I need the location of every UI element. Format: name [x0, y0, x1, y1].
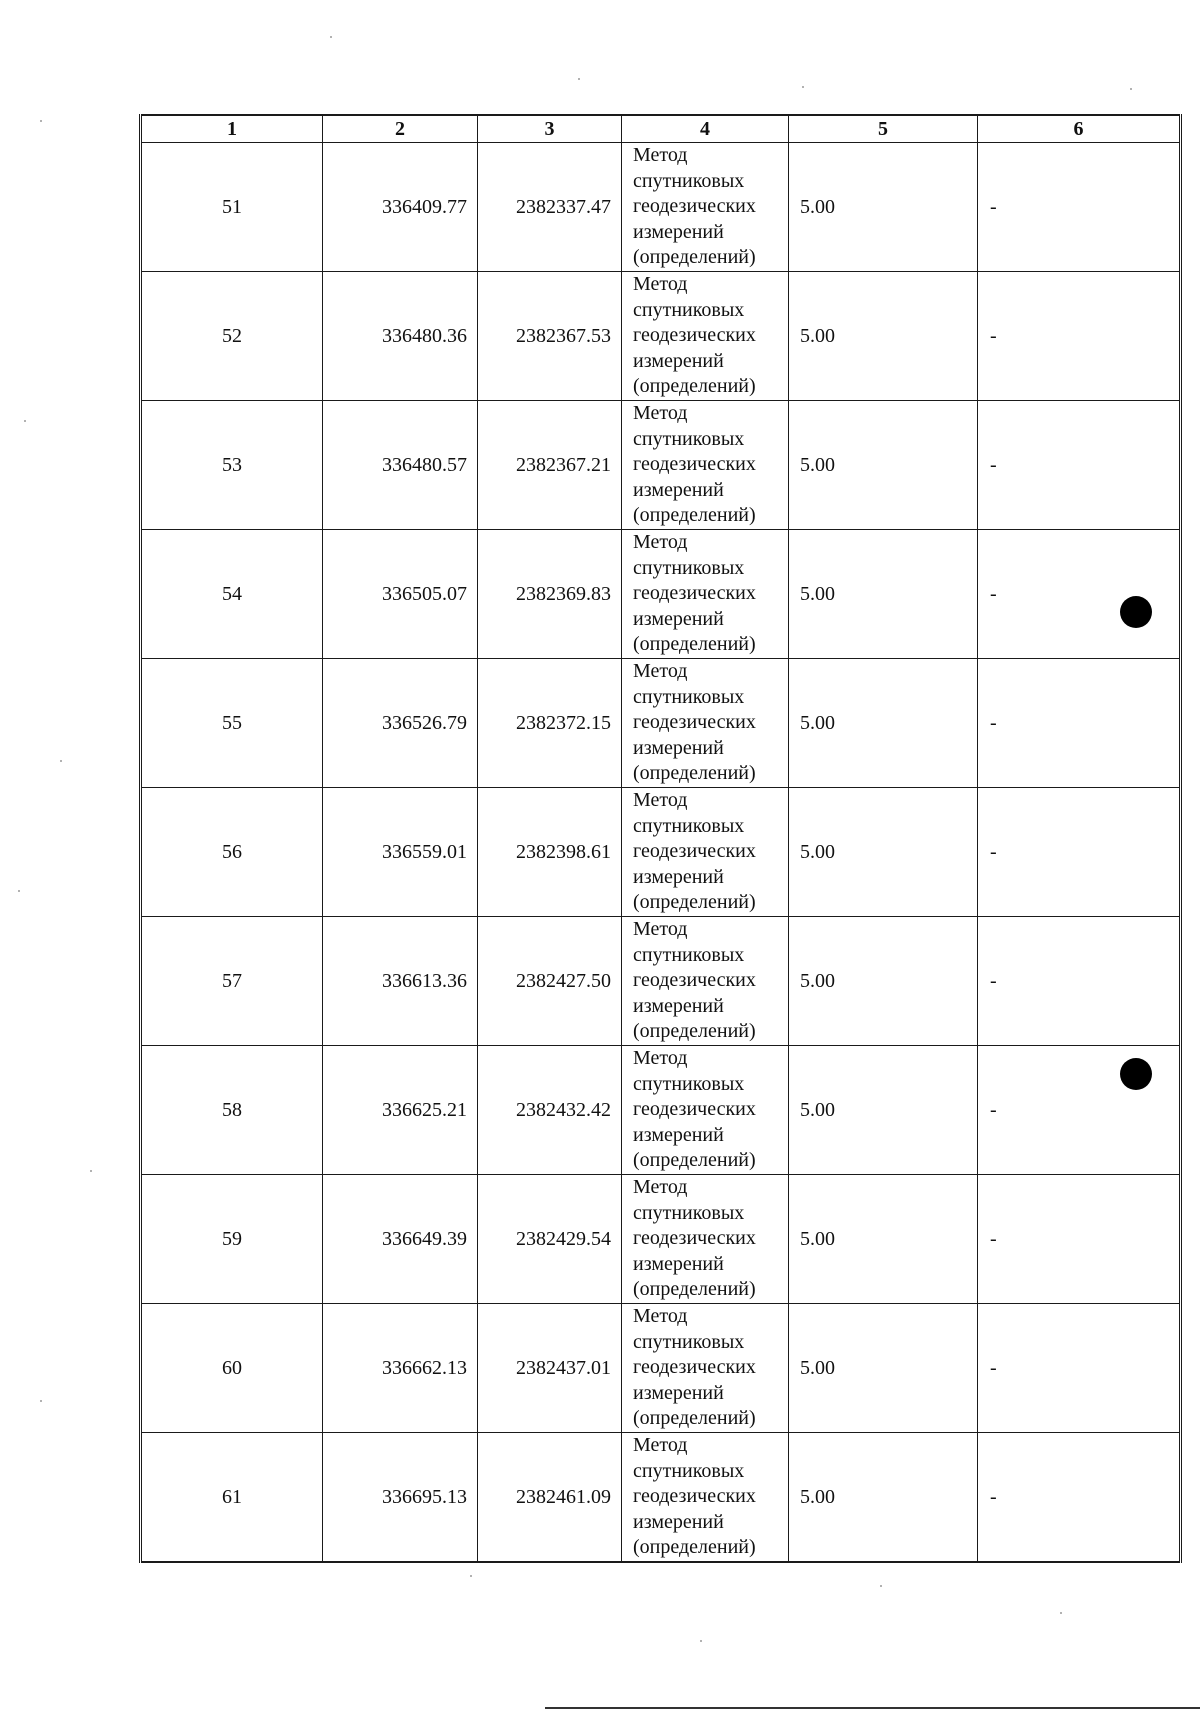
point-number-cell: 53	[141, 401, 323, 530]
x-coordinate-cell: 336695.13	[323, 1433, 478, 1563]
method-text: Метод спутниковых геодезических измерений (определений)	[633, 531, 756, 656]
accuracy-cell: 5.00	[789, 1175, 978, 1304]
scan-speck	[40, 1400, 42, 1402]
method-cell	[622, 1304, 789, 1433]
table-row	[141, 1046, 1181, 1175]
description-cell: -	[978, 659, 1181, 788]
point-number-cell: 56	[141, 788, 323, 917]
scan-speck	[40, 120, 42, 122]
method-text: Метод спутниковых геодезических измерений (определений)	[633, 273, 756, 398]
accuracy-cell: 5.00	[789, 143, 978, 272]
method-text: Метод спутниковых геодезических измерений (определений)	[633, 1305, 756, 1430]
point-number-cell: 57	[141, 917, 323, 1046]
accuracy-cell: 5.00	[789, 659, 978, 788]
point-number-cell: 59	[141, 1175, 323, 1304]
scan-speck	[880, 1585, 882, 1587]
y-coordinate-cell: 2382337.47	[478, 143, 622, 272]
method-cell	[622, 272, 789, 401]
method-cell	[622, 1175, 789, 1304]
scan-speck	[802, 86, 804, 88]
accuracy-cell: 5.00	[789, 917, 978, 1046]
method-cell	[622, 659, 789, 788]
method-text: Метод спутниковых геодезических измерений (определений)	[633, 1047, 756, 1172]
y-coordinate-cell: 2382372.15	[478, 659, 622, 788]
method-cell	[622, 1433, 789, 1563]
scan-edge-line	[545, 1707, 1200, 1709]
y-coordinate-cell: 2382369.83	[478, 530, 622, 659]
method-cell	[622, 530, 789, 659]
accuracy-cell: 5.00	[789, 1046, 978, 1175]
y-coordinate-cell: 2382367.53	[478, 272, 622, 401]
table-row	[141, 272, 1181, 401]
table-row	[141, 788, 1181, 917]
method-cell	[622, 917, 789, 1046]
accuracy-cell: 5.00	[789, 788, 978, 917]
y-coordinate-cell: 2382437.01	[478, 1304, 622, 1433]
table-row	[141, 530, 1181, 659]
header-col-2: 2	[323, 115, 478, 143]
description-cell: -	[978, 917, 1181, 1046]
y-coordinate-cell: 2382461.09	[478, 1433, 622, 1563]
punch-hole-mark	[1120, 596, 1152, 628]
x-coordinate-cell: 336409.77	[323, 143, 478, 272]
x-coordinate-cell: 336662.13	[323, 1304, 478, 1433]
y-coordinate-cell: 2382429.54	[478, 1175, 622, 1304]
table-row	[141, 659, 1181, 788]
header-col-3: 3	[478, 115, 622, 143]
table-row	[141, 1304, 1181, 1433]
description-cell: -	[978, 1433, 1181, 1563]
method-text: Метод спутниковых геодезических измерений (определений)	[633, 660, 756, 785]
method-cell	[622, 143, 789, 272]
scan-speck	[60, 760, 62, 762]
scan-speck	[700, 1640, 702, 1642]
scan-speck	[90, 1170, 92, 1172]
scan-speck	[330, 36, 332, 38]
y-coordinate-cell: 2382427.50	[478, 917, 622, 1046]
description-cell: -	[978, 1175, 1181, 1304]
description-cell: -	[978, 788, 1181, 917]
description-cell: -	[978, 401, 1181, 530]
scan-speck	[1060, 1612, 1062, 1614]
scan-speck	[578, 78, 580, 80]
table-row	[141, 143, 1181, 272]
scan-speck	[1130, 88, 1132, 90]
x-coordinate-cell: 336480.57	[323, 401, 478, 530]
description-cell: -	[978, 272, 1181, 401]
method-cell	[622, 401, 789, 530]
description-cell: -	[978, 530, 1181, 659]
x-coordinate-cell: 336526.79	[323, 659, 478, 788]
header-col-4: 4	[622, 115, 789, 143]
accuracy-cell: 5.00	[789, 530, 978, 659]
description-cell: -	[978, 1304, 1181, 1433]
method-cell	[622, 1046, 789, 1175]
y-coordinate-cell: 2382432.42	[478, 1046, 622, 1175]
method-text: Метод спутниковых геодезических измерений (определений)	[633, 402, 756, 527]
accuracy-cell: 5.00	[789, 272, 978, 401]
y-coordinate-cell: 2382367.21	[478, 401, 622, 530]
point-number-cell: 60	[141, 1304, 323, 1433]
table-row	[141, 917, 1181, 1046]
scan-speck	[18, 890, 20, 892]
point-number-cell: 61	[141, 1433, 323, 1563]
header-col-6: 6	[978, 115, 1181, 143]
method-text: Метод спутниковых геодезических измерений (определений)	[633, 1434, 756, 1559]
x-coordinate-cell: 336480.36	[323, 272, 478, 401]
x-coordinate-cell: 336649.39	[323, 1175, 478, 1304]
header-col-5: 5	[789, 115, 978, 143]
method-text: Метод спутниковых геодезических измерений (определений)	[633, 1176, 756, 1301]
point-number-cell: 54	[141, 530, 323, 659]
x-coordinate-cell: 336625.21	[323, 1046, 478, 1175]
point-number-cell: 55	[141, 659, 323, 788]
description-cell: -	[978, 1046, 1181, 1175]
description-cell: -	[978, 143, 1181, 272]
table-header	[141, 115, 1181, 143]
x-coordinate-cell: 336559.01	[323, 788, 478, 917]
scan-speck	[470, 1575, 472, 1577]
point-number-cell: 52	[141, 272, 323, 401]
method-text: Метод спутниковых геодезических измерений (определений)	[633, 789, 756, 914]
accuracy-cell: 5.00	[789, 1433, 978, 1563]
table-row	[141, 1433, 1181, 1563]
header-row	[141, 115, 1181, 143]
table-row	[141, 401, 1181, 530]
point-number-cell: 51	[141, 143, 323, 272]
method-text: Метод спутниковых геодезических измерений (определений)	[633, 144, 756, 269]
header-col-1: 1	[141, 115, 323, 143]
x-coordinate-cell: 336505.07	[323, 530, 478, 659]
table-row	[141, 1175, 1181, 1304]
table-body	[141, 143, 1181, 1563]
punch-hole-mark	[1120, 1058, 1152, 1090]
x-coordinate-cell: 336613.36	[323, 917, 478, 1046]
method-cell	[622, 788, 789, 917]
y-coordinate-cell: 2382398.61	[478, 788, 622, 917]
scan-speck	[24, 420, 26, 422]
accuracy-cell: 5.00	[789, 1304, 978, 1433]
method-text: Метод спутниковых геодезических измерений (определений)	[633, 918, 756, 1043]
coordinates-table	[139, 114, 1182, 1563]
accuracy-cell: 5.00	[789, 401, 978, 530]
point-number-cell: 58	[141, 1046, 323, 1175]
